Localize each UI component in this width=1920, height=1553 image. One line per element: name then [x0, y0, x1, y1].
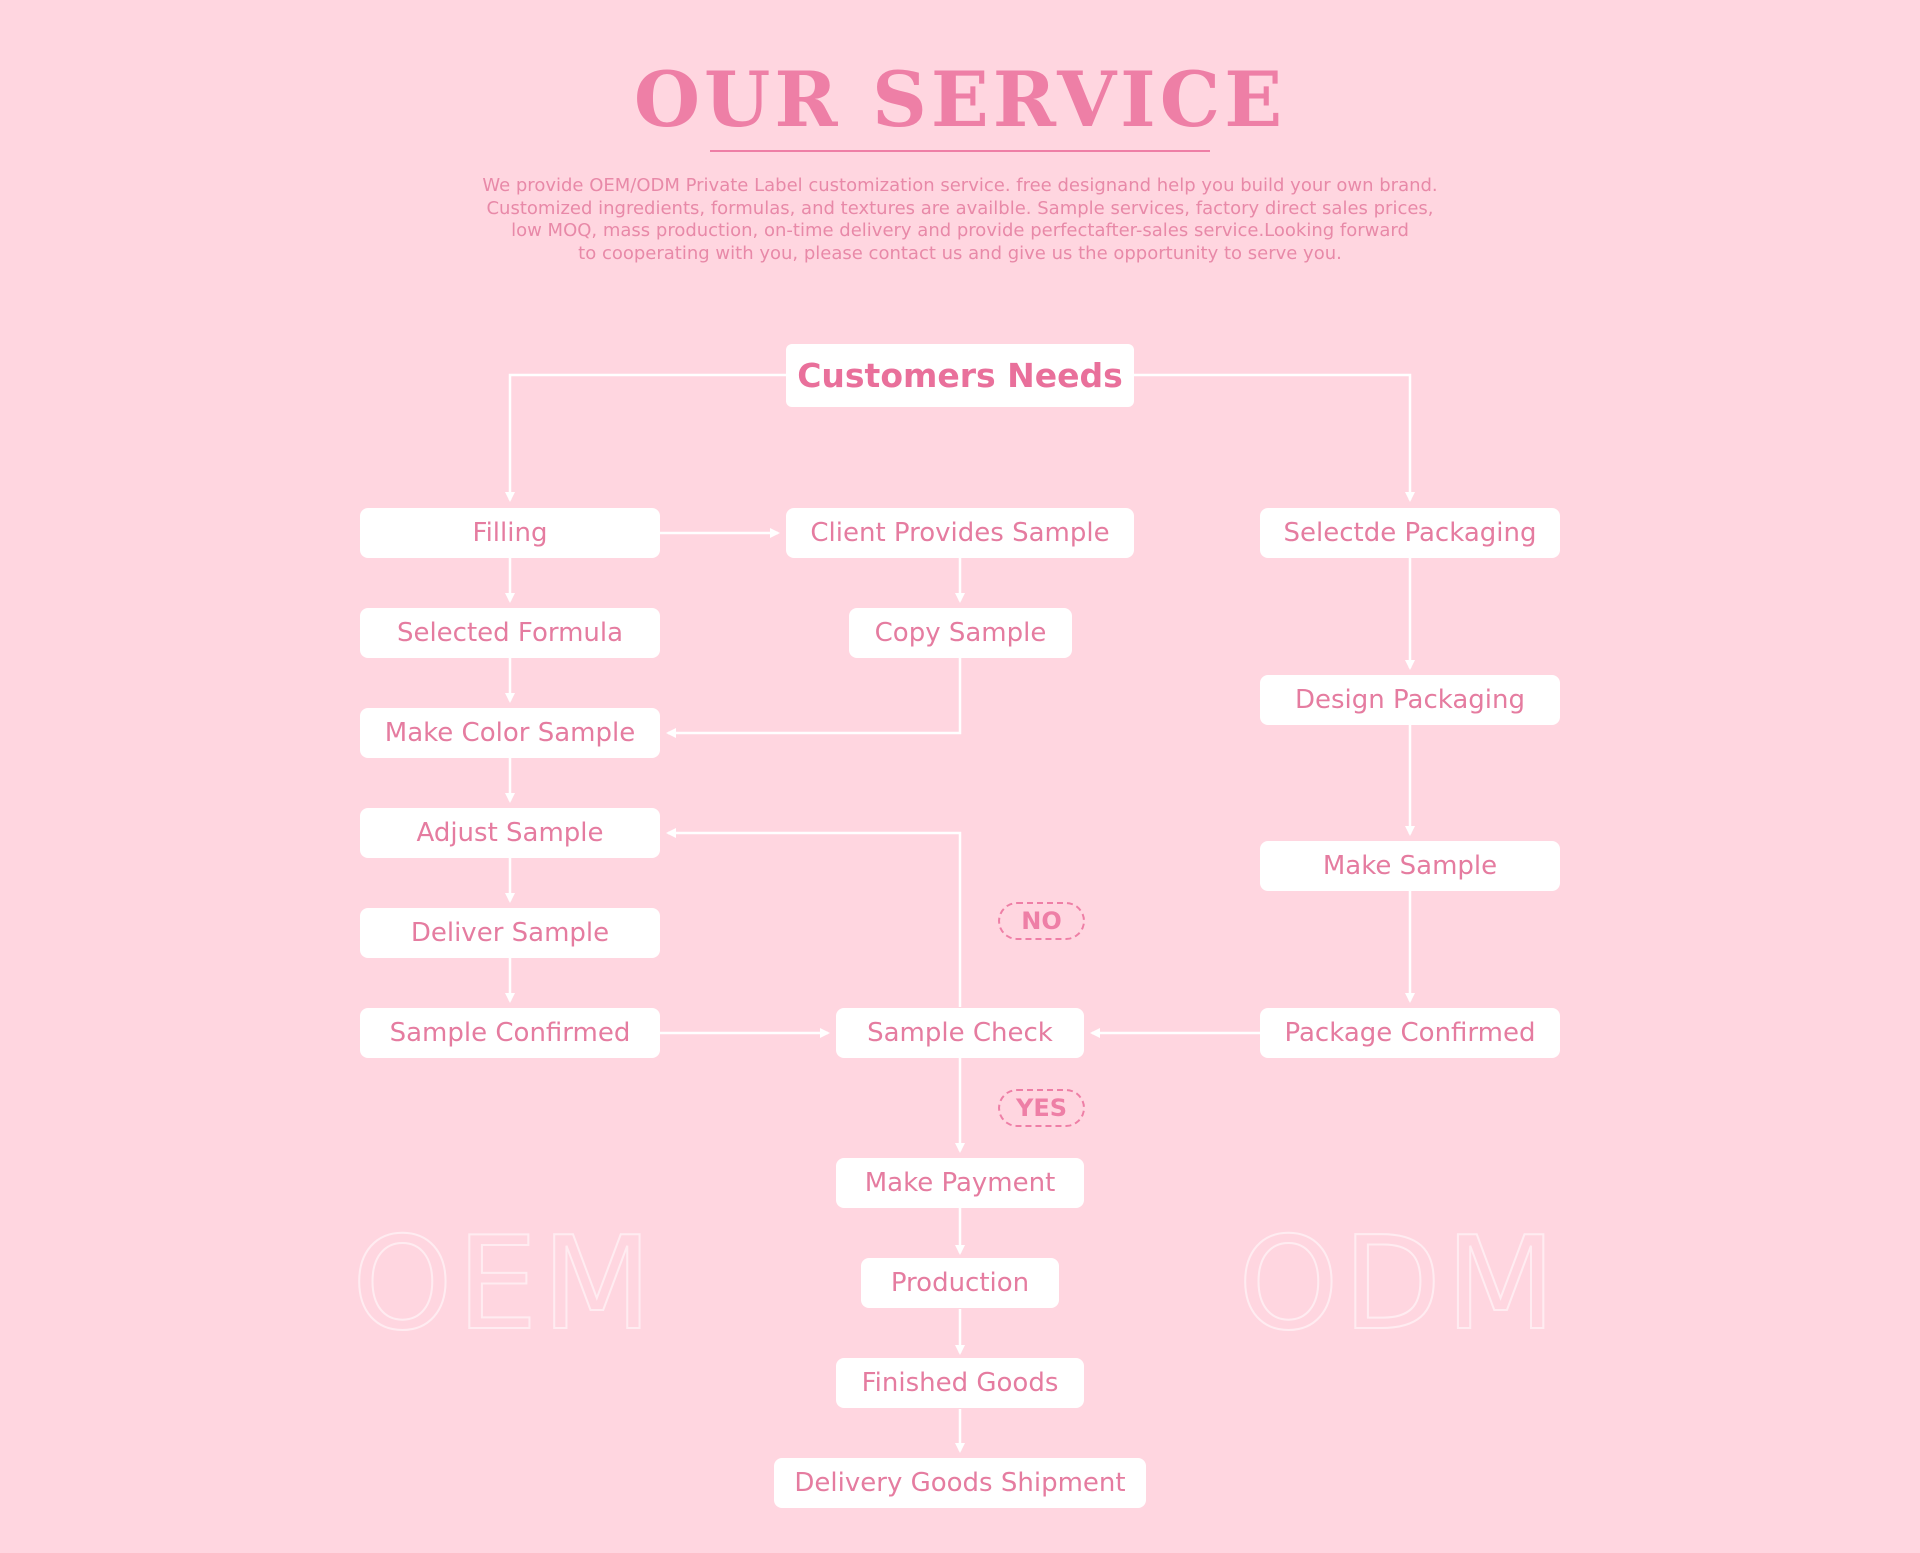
node-sample-confirmed: Sample Confirmed	[360, 1008, 660, 1058]
intro-line-4: to cooperating with you, please contact us and give us the opportunity to serve you.	[578, 242, 1342, 264]
tag-no: NO	[998, 902, 1085, 940]
node-design-packaging: Design Packaging	[1260, 675, 1560, 725]
page-title: OUR SERVICE	[633, 55, 1287, 144]
node-filling: Filling	[360, 508, 660, 558]
node-package-confirmed: Package Confirmed	[1260, 1008, 1560, 1058]
intro-line-3: low MOQ, mass production, on-time delivery and provide perfectafter-sales service.Looking forward	[511, 220, 1409, 241]
watermark-oem: OEM	[352, 1210, 657, 1359]
tag-yes: YES	[998, 1089, 1085, 1127]
node-sample-check: Sample Check	[836, 1008, 1084, 1058]
node-copy-sample: Copy Sample	[849, 608, 1072, 658]
node-production: Production	[861, 1258, 1059, 1308]
node-selected-packaging: Selectde Packaging	[1260, 508, 1560, 558]
intro-line-1: We provide OEM/ODM Private Label customization service. free designand help you build your own brand.	[482, 175, 1438, 196]
node-delivery-goods-shipment: Delivery Goods Shipment	[774, 1458, 1146, 1508]
intro-line-2: Customized ingredients, formulas, and textures are availble. Sample services, factory direct sales prices,	[486, 197, 1434, 219]
node-finished-goods: Finished Goods	[836, 1358, 1084, 1408]
node-make-sample: Make Sample	[1260, 841, 1560, 891]
connector-copy-to-color-sample	[668, 658, 960, 733]
node-customers-needs: Customers Needs	[786, 344, 1134, 407]
node-client-provides-sample: Client Provides Sample	[786, 508, 1134, 558]
node-make-payment: Make Payment	[836, 1158, 1084, 1208]
connector-needs-to-filling	[510, 375, 786, 500]
connector-needs-to-packaging	[1134, 375, 1410, 500]
node-selected-formula: Selected Formula	[360, 608, 660, 658]
node-adjust-sample: Adjust Sample	[360, 808, 660, 858]
node-deliver-sample: Deliver Sample	[360, 908, 660, 958]
watermark-odm: ODM	[1238, 1210, 1560, 1359]
connector-check-no-to-adjust	[668, 833, 960, 1007]
node-make-color-sample: Make Color Sample	[360, 708, 660, 758]
